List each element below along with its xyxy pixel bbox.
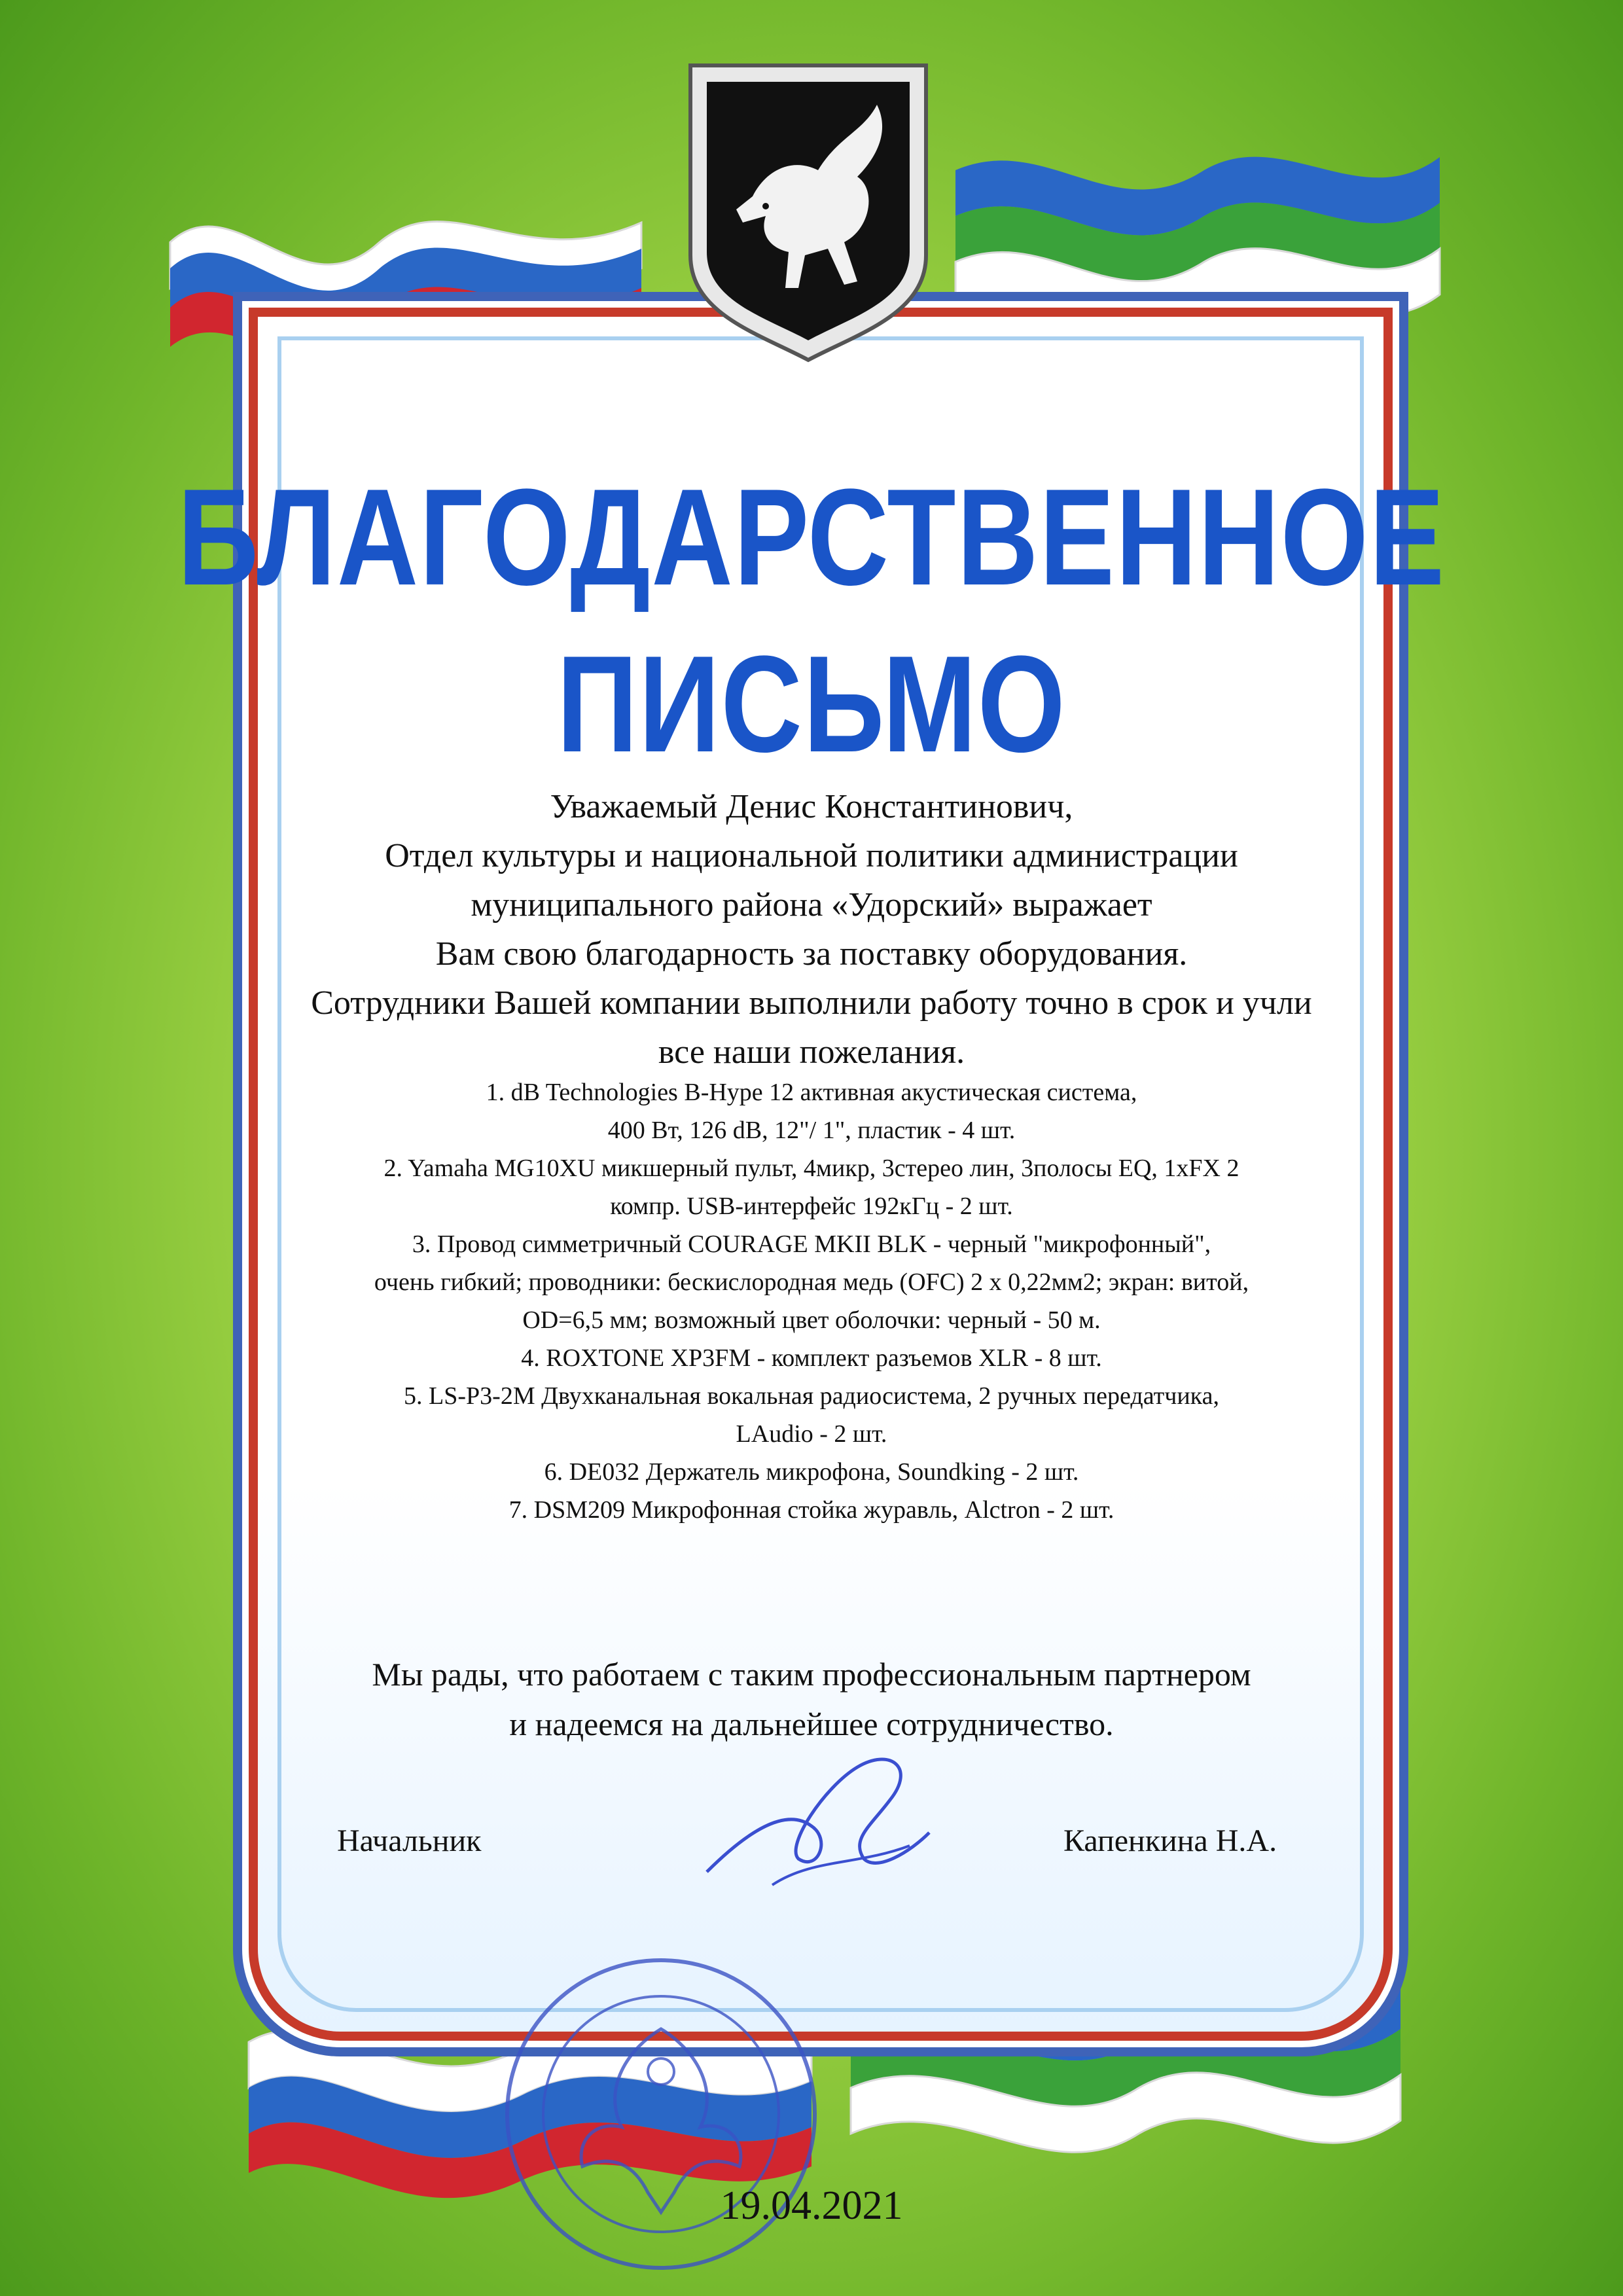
list-item: 3. Провод симметричный COURAGE MKII BLK - черный "микрофонный", [412,1230,1211,1258]
list-item: 7. DSM209 Микрофонная стойка журавль, Alctron - 2 шт. [508,1496,1115,1524]
list-item: очень гибкий; проводники: бескислородная медь (OFC) 2 x 0,22мм2; экран: витой, [374,1268,1249,1296]
equipment-list [249,1073,1374,1529]
signer-name: Капенкина Н.А. [1063,1823,1277,1858]
list-item: OD=6,5 мм; возможный цвет оболочки: черный - 50 м. [522,1306,1101,1334]
intro-text [249,782,1374,1077]
intro-line: все наши пожелания. [658,1033,965,1071]
coat-of-arms-emblem [681,59,936,367]
document-date: 19.04.2021 [720,2183,903,2228]
intro-line: Отдел культуры и национальной политики администрации [385,837,1238,874]
signer-position: Начальник [337,1823,482,1858]
list-item: 5. LS-P3-2M Двухканальная вокальная радиосистема, 2 ручных передатчика, [404,1382,1219,1410]
list-item: 4. ROXTONE XP3FM - комплект разъемов XLR - 8 шт. [521,1344,1102,1372]
page-title-line1: БЛАГОДАРСТВЕННОЕ [177,460,1446,614]
handwritten-signature [694,1728,942,1911]
intro-line: Сотрудники Вашей компании выполнили работу точно в срок и учли [311,984,1312,1022]
intro-line: Вам свою благодарность за поставку оборудования. [435,935,1188,973]
list-item: 400 Вт, 126 dB, 12"/ 1", пластик - 4 шт. [607,1117,1016,1144]
list-item: 1. dB Technologies B-Hype 12 активная акустическая система, [486,1079,1137,1106]
page-title-line2: ПИСЬМО [556,627,1067,781]
list-item: 2. Yamaha MG10XU микшерный пульт, 4микр, 3стерео лин, 3полосы EQ, 1xFX 2 [383,1155,1240,1182]
list-item: компр. USB-интерфейс 192кГц - 2 шт. [610,1193,1013,1220]
list-item: LAudio - 2 шт. [736,1420,887,1448]
closing-line: и надеемся на дальнейшее сотрудничество. [509,1706,1114,1742]
closing-line: Мы рады, что работаем с таким профессиональным партнером [372,1656,1251,1693]
list-item: 6. DE032 Держатель микрофона, Soundking - 2 шт. [544,1458,1079,1486]
intro-line: Уважаемый Денис Константинович, [550,788,1073,825]
intro-line: муниципального района «Удорский» выражает [471,886,1152,924]
